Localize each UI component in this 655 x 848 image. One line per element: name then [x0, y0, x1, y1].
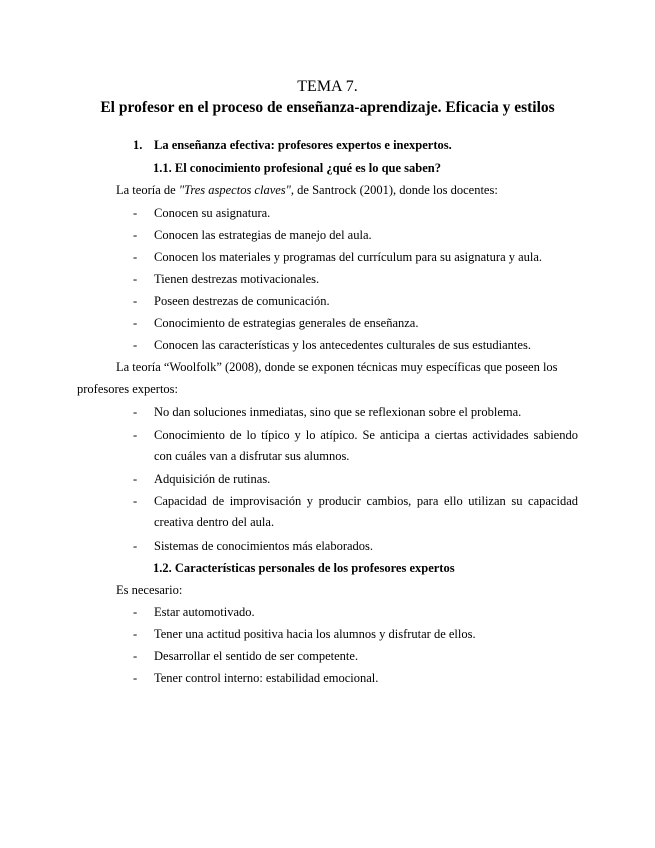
- woolfolk-paragraph-line-2: profesores expertos:: [77, 382, 179, 396]
- list-item: Estar automotivado.: [154, 605, 255, 619]
- list-item: Conocen las estrategias de manejo del aula.: [154, 228, 372, 242]
- document-title: El profesor en el proceso de enseñanza-aprendizaje. Eficacia y estilos: [100, 99, 555, 116]
- woolfolk-paragraph-line-1: La teoría “Woolfolk” (2008), donde se exponen técnicas muy específicas que poseen los: [116, 360, 558, 374]
- bullet-dash: -: [133, 472, 138, 486]
- section-1-heading: La enseñanza efectiva: profesores expertos e inexpertos.: [154, 138, 452, 152]
- list-item: Tener una actitud positiva hacia los alumnos y disfrutar de ellos.: [154, 627, 476, 641]
- list-item: Conocimiento de estrategias generales de enseñanza.: [154, 316, 419, 330]
- list-item: Capacidad de improvisación y producir cambios, para ello utilizan su capacidad: [154, 494, 578, 508]
- list-item-continuation: con cuáles van a disfrutar sus alumnos.: [154, 449, 350, 463]
- list-item: No dan soluciones inmediatas, sino que se reflexionan sobre el problema.: [154, 405, 522, 419]
- bullet-dash: -: [133, 206, 138, 220]
- list-item: Conocen su asignatura.: [154, 206, 271, 220]
- bullet-dash: -: [133, 272, 138, 286]
- bullet-dash: -: [133, 338, 138, 352]
- list-item: Desarrollar el sentido de ser competente.: [154, 649, 359, 663]
- bullet-dash: -: [133, 539, 138, 553]
- intro-text-before: La teoría de: [116, 183, 179, 197]
- list-item: Poseen destrezas de comunicación.: [154, 294, 330, 308]
- list-item: Conocen los materiales y programas del currículum para su asignatura y aula.: [154, 250, 543, 264]
- intro-text-after: , de Santrock (2001), donde los docentes:: [290, 183, 498, 197]
- bullet-dash: -: [133, 649, 138, 663]
- bullet-dash: -: [133, 294, 138, 308]
- intro-quoted-title: "Tres aspectos claves": [178, 183, 291, 197]
- subsection-1-1-heading: 1.1. El conocimiento profesional ¿qué es lo que saben?: [153, 161, 441, 175]
- list-item: Conocimiento de lo típico y lo atípico. Se anticipa a ciertas actividades sabiendo: [154, 428, 578, 442]
- list-item: Conocen las características y los antecedentes culturales de sus estudiantes.: [154, 338, 531, 352]
- santrock-intro-paragraph: [116, 184, 498, 197]
- list-item: Tienen destrezas motivacionales.: [154, 272, 320, 286]
- subsection-1-2-heading: 1.2. Características personales de los profesores expertos: [153, 561, 455, 575]
- list-item: Tener control interno: estabilidad emocional.: [154, 671, 379, 685]
- section-1-number: 1.: [133, 138, 143, 152]
- bullet-dash: -: [133, 605, 138, 619]
- list-item: Adquisición de rutinas.: [154, 472, 271, 486]
- list-item: Sistemas de conocimientos más elaborados.: [154, 539, 374, 553]
- bullet-dash: -: [133, 627, 138, 641]
- bullet-dash: -: [133, 428, 138, 442]
- bullet-dash: -: [133, 405, 138, 419]
- subsection-1-2-intro: Es necesario:: [116, 583, 183, 597]
- bullet-dash: -: [133, 250, 138, 264]
- topic-heading: TEMA 7.: [297, 78, 358, 95]
- bullet-dash: -: [133, 316, 138, 330]
- list-item-continuation: creativa dentro del aula.: [154, 515, 275, 529]
- bullet-dash: -: [133, 494, 138, 508]
- bullet-dash: -: [133, 671, 138, 685]
- bullet-dash: -: [133, 228, 138, 242]
